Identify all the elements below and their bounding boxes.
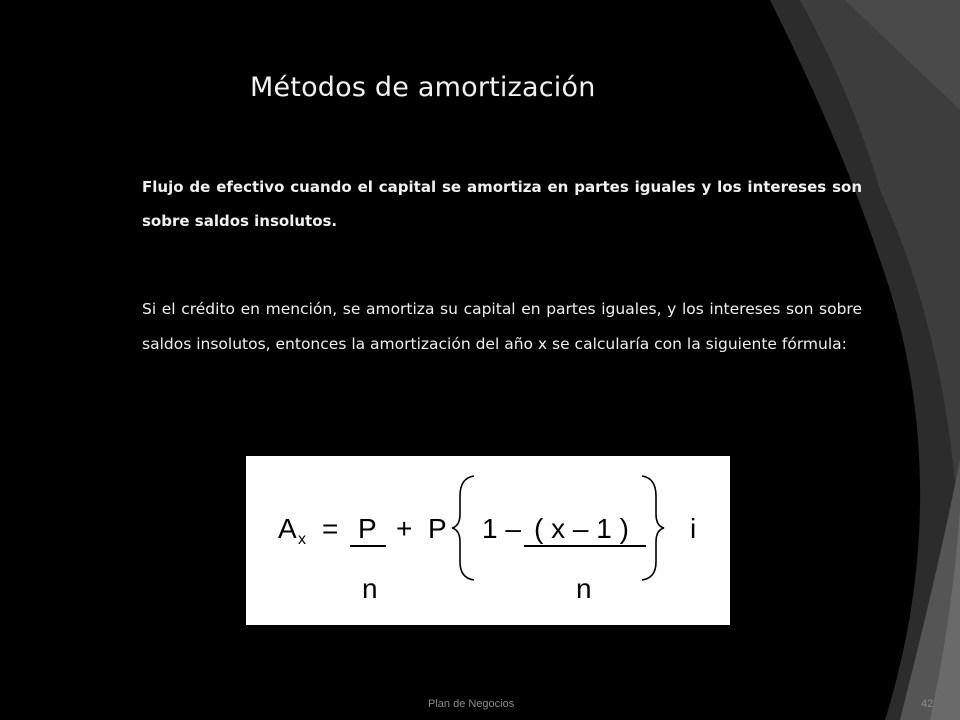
- formula-equals: =: [322, 513, 339, 544]
- paragraph-formula-intro: Si el crédito en mención, se amortiza su capital en partes iguales, y los intereses son sobre saldos insolutos, entonces la amortización del año x se calcularía con la siguiente fórmula:: [142, 300, 862, 353]
- formula-p2: P: [428, 513, 447, 544]
- formula-denominator2: n: [576, 573, 592, 604]
- formula-interest: i: [690, 513, 697, 544]
- formula-numerator2: ( x – 1 ): [534, 513, 629, 544]
- amortization-formula-image: [246, 456, 730, 625]
- left-brace: [452, 476, 474, 580]
- formula-plus: +: [396, 513, 413, 544]
- formula-inner: 1 –: [482, 513, 521, 544]
- formula-denominator1: n: [362, 573, 378, 604]
- right-brace: [642, 476, 664, 580]
- formula-lhs-symbol: A: [278, 513, 297, 544]
- formula-p1: P: [358, 513, 377, 544]
- slide-title: Métodos de amortización: [250, 72, 596, 103]
- footer-title: Plan de Negocios: [428, 698, 515, 710]
- page-number: 42: [921, 698, 934, 710]
- formula-lhs-subscript: x: [298, 531, 306, 548]
- paragraph-cash-flow: Flujo de efectivo cuando el capital se amortiza en partes iguales y los intereses son sobre saldos insolutos.: [142, 178, 862, 230]
